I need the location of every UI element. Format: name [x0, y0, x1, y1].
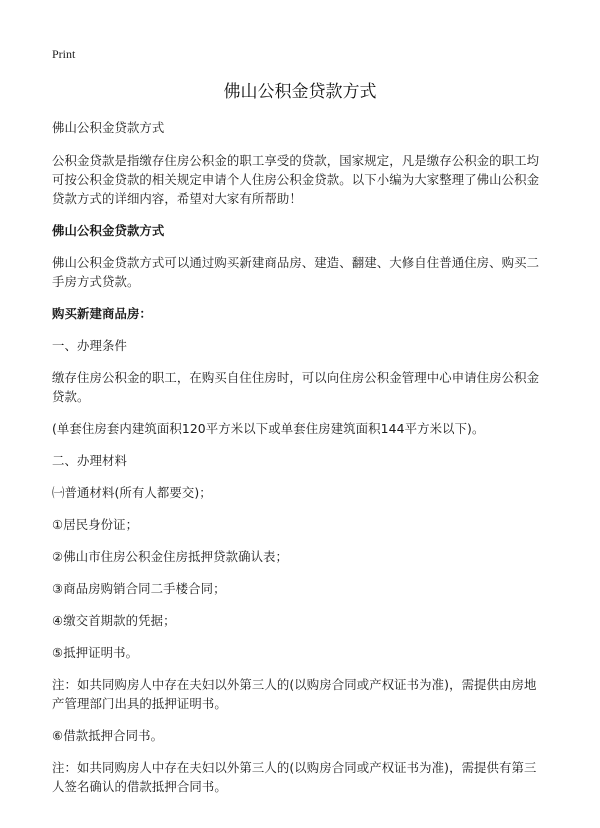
- list-item-id-card: ①居民身份证；: [52, 517, 139, 532]
- page-title: 佛山公积金贷款方式: [223, 82, 377, 102]
- article-subtitle: 佛山公积金贷款方式: [52, 120, 165, 135]
- conditions-note: (单套住房套内建筑面积120平方米以下或单套住房建筑面积144平方米以下)。: [52, 421, 485, 436]
- conditions-heading: 一、办理条件: [52, 338, 127, 353]
- list-item-down-payment: ④缴交首期款的凭据；: [52, 613, 176, 628]
- note-loan-contract: 注：如共同购房人中存在夫妇以外第三人的(以购房合同或产权证书为准)，需提供有第三人签名确认的借款抵押合同书。: [52, 760, 537, 794]
- list-item-confirmation-form: ②佛山市住房公积金住房抵押贷款确认表；: [52, 549, 289, 564]
- list-item-loan-contract: ⑥借款抵押合同书。: [52, 728, 164, 743]
- section-paragraph: 佛山公积金贷款方式可以通过购买新建商品房、建造、翻建、大修自住普通住房、购买二手房方式贷款。: [52, 255, 540, 289]
- note-mortgage-certificate: 注：如共同购房人中存在夫妇以外第三人的(以购房合同或产权证书为准)，需提供由房地产管理部门出具的抵押证明书。: [52, 677, 537, 711]
- general-materials: ㈠普通材料(所有人都要交)；: [52, 485, 212, 500]
- conditions-paragraph: 缴存住房公积金的职工，在购买自住住房时，可以向住房公积金管理中心申请住房公积金贷款。: [52, 370, 540, 404]
- new-house-heading: 购买新建商品房：: [52, 306, 152, 321]
- print-link[interactable]: Print: [52, 47, 76, 61]
- list-item-mortgage-certificate: ⑤抵押证明书。: [52, 645, 139, 660]
- intro-paragraph: 公积金贷款是指缴存住房公积金的职工享受的贷款，国家规定，凡是缴存公积金的职工均可按公积金贷款的相关规定申请个人住房公积金贷款。以下小编为大家整理了佛山公积金贷款方式的详细内容，希望对大家有所帮助！: [52, 153, 540, 206]
- materials-heading: 二、办理材料: [52, 453, 127, 468]
- list-item-purchase-contract: ③商品房购销合同二手楼合同；: [52, 581, 226, 596]
- section-heading: 佛山公积金贷款方式: [52, 223, 165, 238]
